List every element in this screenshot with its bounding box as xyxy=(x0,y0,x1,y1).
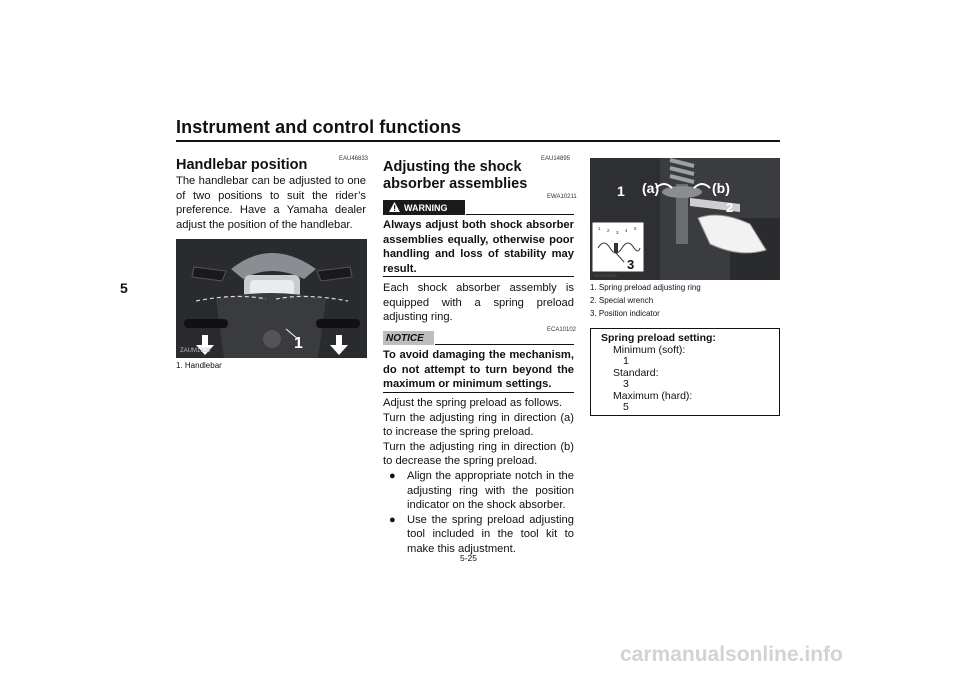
inset-scale-mark: 5 xyxy=(634,226,637,231)
spec-max-value: 5 xyxy=(623,401,629,413)
figure-callout: (a) xyxy=(642,180,660,196)
notice-rule-bottom xyxy=(383,392,574,393)
shock-intro-text: Each shock absorber assembly is equipped with a spring preload adjusting ring. xyxy=(383,282,574,324)
spec-std-label: Standard: xyxy=(613,366,659,379)
notice-badge xyxy=(383,331,434,345)
chapter-tab: 5 xyxy=(120,280,128,296)
bullet-icon: ● xyxy=(389,469,396,482)
section-heading-handlebar: Handlebar position xyxy=(176,157,308,173)
notice-rule-top xyxy=(435,344,574,345)
shock-illustration xyxy=(590,158,780,280)
figure-callout: 3 xyxy=(627,257,635,272)
figure-caption: 1. Handlebar xyxy=(176,361,222,370)
bullet-text: Align the appropriate notch in the adjusting ring with the position indicator on the shock absorber. xyxy=(407,469,574,512)
figure-caption: 3. Position indicator xyxy=(590,309,660,318)
inset-scale-mark: 2 xyxy=(607,228,610,233)
spec-std-value: 3 xyxy=(623,378,629,390)
spec-min-label: Minimum (soft): xyxy=(613,343,686,356)
figure-captions xyxy=(590,281,701,320)
warning-triangle-icon xyxy=(389,202,400,214)
bullet-item xyxy=(383,513,574,557)
warning-rule-top xyxy=(466,214,574,215)
warning-label: WARNING xyxy=(404,202,448,213)
spec-box xyxy=(590,328,780,416)
section-code: EAU14895 xyxy=(541,156,571,162)
shock-steps xyxy=(383,396,574,557)
figure-callout: 1 xyxy=(294,335,303,352)
figure-caption: 1. Spring preload adjusting ring xyxy=(590,283,701,292)
shock-step: Adjust the spring preload as follows. xyxy=(383,397,563,409)
warning-text: Always adjust both shock absorber assemblies equally, otherwise poor handling and loss of stability may result. xyxy=(383,219,574,275)
inset-scale-mark: 1 xyxy=(598,226,601,231)
notice-label: NOTICE xyxy=(386,332,424,344)
page-header-title: Instrument and control functions xyxy=(176,117,462,137)
figure-callout: 2 xyxy=(726,200,734,215)
shock-step: Turn the adjusting ring in direction (a) to increase the spring preload. xyxy=(383,411,574,439)
spec-title: Spring preload setting: xyxy=(601,332,716,344)
warning-badge xyxy=(383,200,465,215)
figure-id: ZAUM1928 xyxy=(180,348,211,354)
inset-scale-mark: 4 xyxy=(625,228,628,233)
figure-callout: 1 xyxy=(617,183,625,199)
handlebar-illustration xyxy=(176,239,367,358)
bullet-icon: ● xyxy=(389,513,396,526)
section-code: EAU46833 xyxy=(339,156,369,162)
warning-code: EWA10211 xyxy=(547,194,577,200)
spec-max-label: Maximum (hard): xyxy=(613,389,693,402)
figure-callout: (b) xyxy=(712,180,730,196)
handlebar-text: The handlebar can be adjusted to one of two positions to suit the rider’s preference. Have a Yamaha dealer adjust the position of the handlebar. xyxy=(176,175,366,231)
spec-min-value: 1 xyxy=(623,355,629,367)
bullet-text: Use the spring preload adjusting tool included in the tool kit to make this adjustment. xyxy=(407,513,574,555)
header-rule xyxy=(176,140,780,142)
watermark: carmanualsonline.info xyxy=(620,643,843,666)
notice-text: To avoid damaging the mechanism, do not attempt to turn beyond the maximum or minimum settings. xyxy=(383,349,574,391)
notice-code: ECA10102 xyxy=(547,327,577,333)
handlebar-figure xyxy=(176,239,367,358)
figure-id: ZAUM1936 xyxy=(594,273,617,278)
shock-step: Turn the adjusting ring in direction (b) to decrease the spring preload. xyxy=(383,440,574,468)
inset-scale-mark: 3 xyxy=(616,230,619,235)
shock-figure xyxy=(590,158,780,280)
page-number: 5-25 xyxy=(460,553,478,563)
bullet-item xyxy=(383,469,574,513)
figure-caption: 2. Special wrench xyxy=(590,296,654,305)
warning-rule-bottom xyxy=(383,276,574,277)
section-heading-shock: Adjusting the shock absorber assemblies xyxy=(383,159,528,192)
